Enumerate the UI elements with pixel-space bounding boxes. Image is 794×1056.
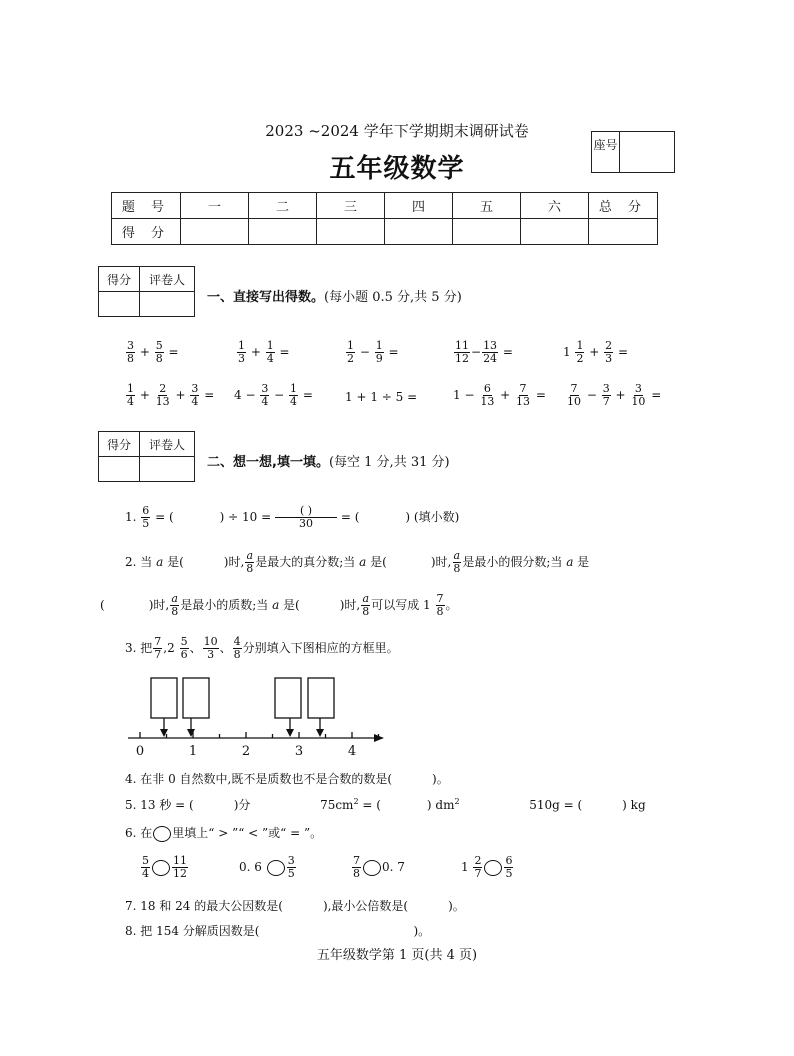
score-header-row: [112, 193, 658, 219]
section-2-title: 二、想一想,填一填。: [207, 455, 329, 470]
question-7: 7. 18 和 24 的最大公因数是( ),最小公倍数是( )。: [125, 899, 465, 913]
grader-score-label: 得分: [99, 432, 140, 457]
question-1: 1. $\frac{6}{5}$ = ( ) ÷ 10 = $\frac{( )}{30}$ = ( ) (填小数): [125, 504, 460, 530]
number-line-label: 3: [294, 744, 304, 759]
score-row-label: 得 分: [112, 219, 181, 245]
score-cell[interactable]: [317, 219, 385, 245]
page-footer: 五年级数学第 1 页(共 4 页): [316, 948, 478, 963]
compare-2: 0. 6 $\frac{3}{5}$: [239, 854, 295, 880]
number-line-label: 4: [347, 744, 357, 759]
score-cell[interactable]: [181, 219, 249, 245]
score-cell[interactable]: [589, 219, 658, 245]
score-col-3: 三: [317, 193, 385, 219]
score-table: [111, 192, 658, 245]
grader-score-label: 得分: [99, 267, 140, 292]
seat-number-box: [591, 131, 675, 173]
question-3: 3. 把 $\frac{7}{7}$ ,2 $\frac{5}{6}$ 、 $\frac{10}{3}$ 、 $\frac{4}{8}$ 分别填入下图相应的方框里。: [125, 635, 399, 661]
grader-cell[interactable]: [99, 292, 140, 317]
section-1-title: 一、直接写出得数。: [207, 290, 325, 305]
section-2-note: (每空 1 分,共 31 分): [328, 455, 450, 470]
calc-2: $\frac{1}{3}$ + $\frac{1}{4}$ =: [238, 339, 290, 365]
section-2-heading: [207, 451, 450, 470]
grader-reviewer-label: 评卷人: [140, 432, 195, 457]
seat-label: 座号: [592, 132, 620, 172]
compare-circle[interactable]: [484, 860, 502, 876]
calc-9: 1 − $\frac{6}{13}$ + $\frac{7}{13}$ =: [453, 382, 546, 408]
question-5: 5. 13 秒 = ( )分 $75cm^2$ = ( ) $dm^2$ 510g = ( ) kg: [125, 797, 646, 812]
score-cell[interactable]: [521, 219, 589, 245]
question-8: 8. 把 154 分解质因数是( )。: [125, 924, 431, 938]
grader-reviewer-label: 评卷人: [140, 267, 195, 292]
calc-7: 4 − $\frac{3}{4}$ − $\frac{1}{4}$ =: [234, 382, 313, 408]
compare-3: $\frac{7}{8}$ 0. 7: [353, 854, 405, 880]
score-col-total: 总 分: [589, 193, 658, 219]
question-6: 6. 在 里填上“ > ”“ < ”或“ = ”。: [125, 826, 323, 840]
number-line: [120, 672, 390, 760]
calc-5: 1 $\frac{1}{2}$ + $\frac{2}{3}$ =: [563, 339, 629, 365]
pointer-arrow: [286, 729, 294, 737]
grader-cell[interactable]: [140, 292, 195, 317]
exam-subject: 五年级数学: [329, 154, 465, 184]
question-4: 4. 在非 0 自然数中,既不是质数也不是合数的数是( )。: [125, 772, 449, 786]
calc-8: 1 + 1 ÷ 5 =: [345, 390, 418, 404]
grader-box-1: [98, 266, 195, 317]
score-cell[interactable]: [453, 219, 521, 245]
pointer-arrow: [316, 729, 324, 737]
score-col-1: 一: [181, 193, 249, 219]
answer-box-2[interactable]: [183, 678, 209, 718]
answer-box-1[interactable]: [151, 678, 177, 718]
question-2-line-1: 2. 当 a 是( )时, $\frac{a}{8}$ 是最大的真分数;当 a 是( )时, $\frac{a}{8}$ 是最小的假分数;当 a 是: [125, 549, 590, 575]
question-2-line-2: ( )时, $\frac{a}{8}$ 是最小的质数;当 a 是( )时, $\frac{a}{8}$ 可以写成 1 $\frac{7}{8}$ 。: [100, 592, 458, 618]
compare-circle[interactable]: [363, 860, 381, 876]
number-line-label: 0: [135, 744, 145, 759]
section-1-note: (每小题 0.5 分,共 5 分): [324, 290, 462, 305]
compare-circle[interactable]: [152, 860, 170, 876]
grader-cell[interactable]: [140, 457, 195, 482]
score-cell[interactable]: [249, 219, 317, 245]
score-col-6: 六: [521, 193, 589, 219]
score-col-2: 二: [249, 193, 317, 219]
section-1-heading: [207, 286, 462, 305]
score-value-row: [112, 219, 658, 245]
grader-box-2: [98, 431, 195, 482]
exam-title: 2023 ~2024 学年下学期期末调研试卷: [265, 122, 529, 140]
compare-circle[interactable]: [267, 860, 285, 876]
score-col-5: 五: [453, 193, 521, 219]
score-cell[interactable]: [385, 219, 453, 245]
calc-4: $\frac{11}{12}$ − $\frac{13}{24}$ =: [455, 339, 513, 365]
number-line-label: 1: [188, 744, 198, 759]
compare-4: 1 $\frac{2}{7}$ $\frac{6}{5}$: [461, 854, 513, 880]
circle-icon: [153, 826, 171, 842]
number-line-label: 2: [241, 744, 251, 759]
calc-1: $\frac{3}{8}$ + $\frac{5}{8}$ =: [127, 339, 179, 365]
seat-blank[interactable]: [620, 132, 674, 172]
answer-box-3[interactable]: [275, 678, 301, 718]
score-col-4: 四: [385, 193, 453, 219]
pointer-arrow: [187, 729, 195, 737]
calc-10: $\frac{7}{10}$ − $\frac{3}{7}$ + $\frac{3}{10}$ =: [567, 382, 662, 408]
compare-1: $\frac{5}{4}$ $\frac{11}{12}$: [142, 854, 187, 880]
calc-6: $\frac{1}{4}$ + $\frac{2}{13}$ + $\frac{3}{4}$ =: [127, 382, 215, 408]
score-col-label: 题 号: [112, 193, 181, 219]
calc-3: $\frac{1}{2}$ − $\frac{1}{9}$ =: [347, 339, 399, 365]
grader-cell[interactable]: [99, 457, 140, 482]
answer-box-4[interactable]: [308, 678, 334, 718]
